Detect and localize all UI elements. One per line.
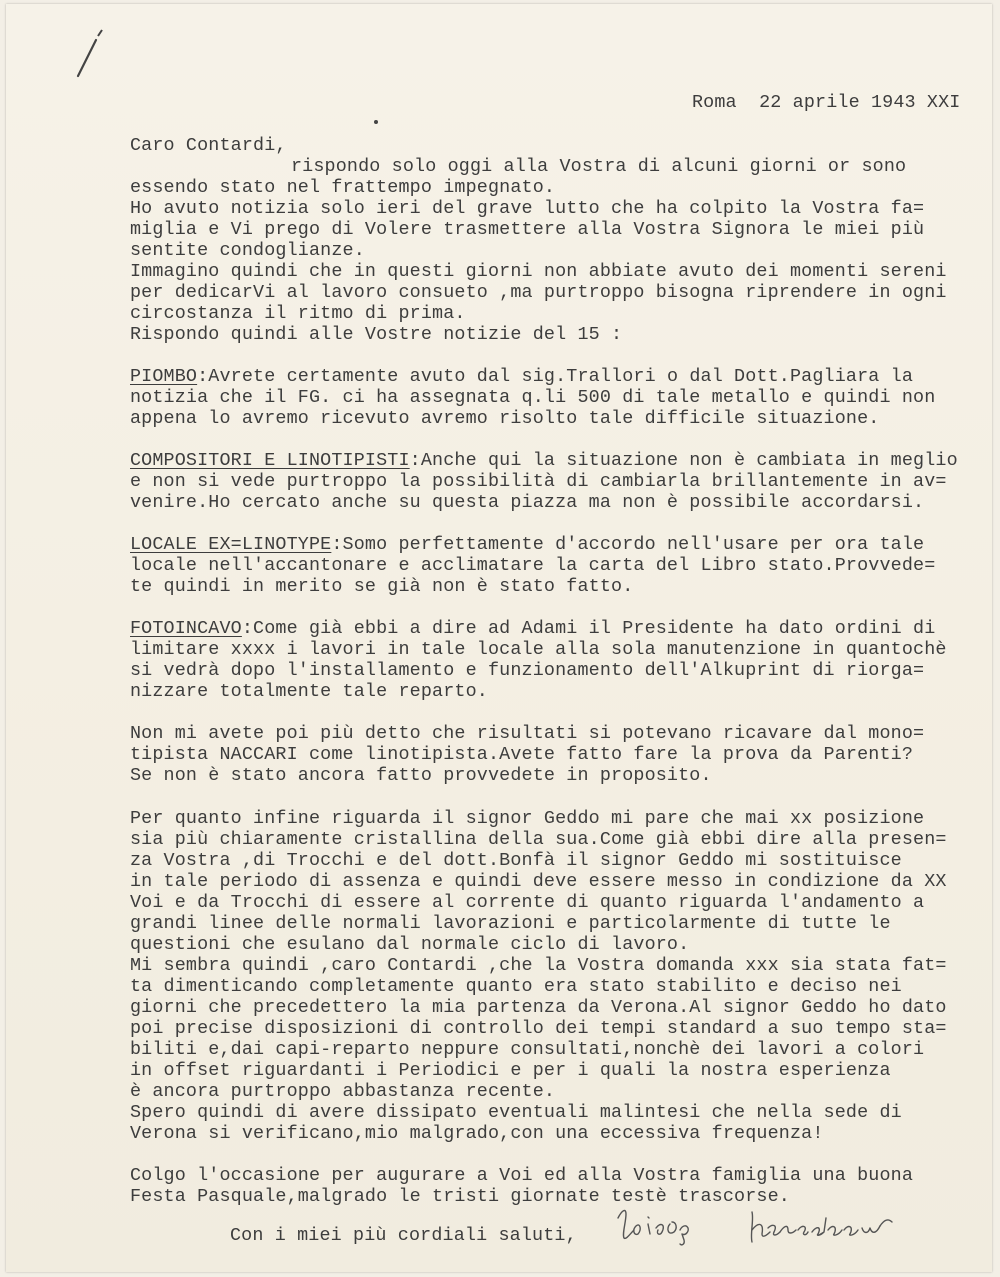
body-line: venire.Ho cercato anche su questa piazza ma non è possibile accordarsi. — [130, 492, 925, 513]
body-line: Ho avuto notizia solo ieri del grave lutto che ha colpito la Vostra fa= — [130, 198, 925, 219]
body-line: miglia e Vi prego di Volere trasmettere alla Vostra Signora le miei più — [130, 219, 925, 240]
body-line: per dedicarVi al lavoro consueto ,ma purtroppo bisogna riprendere in ogni — [130, 282, 947, 303]
body-text: :Anche qui la situazione non è cambiata in meglio — [409, 450, 958, 471]
body-line: Voi e da Trocchi di essere al corrente di quanto riguarda l'andamento a — [130, 892, 925, 913]
body-line: e non si vede purtroppo la possibilità di cambiarla brillantemente in av= — [130, 471, 947, 492]
body-line: poi precise disposizioni di controllo dei tempi standard a suo tempo sta= — [130, 1018, 947, 1039]
body-line: appena lo avremo ricevuto avremo risolto tale difficile situazione. — [130, 408, 880, 429]
body-line: limitare xxxx i lavori in tale locale alla sola manutenzione in quantochè — [130, 639, 947, 660]
closing: Con i miei più cordiali saluti, — [230, 1225, 577, 1246]
handwritten-signature — [612, 1200, 982, 1250]
body-line: Per quanto infine riguarda il signor Geddo mi pare che mai xx posizione — [130, 808, 925, 829]
section-fotoincavo-first-line — [130, 618, 935, 639]
body-line: è ancora purtroppo abbastanza recente. — [130, 1081, 556, 1102]
ink-dot — [374, 120, 378, 124]
body-line: sia più chiaramente cristallina della sua.Come già ebbi dire alla presen= — [130, 829, 947, 850]
salutation: Caro Contardi, — [130, 135, 287, 156]
body-line: Festa Pasquale,malgrado le tristi giornate testè trascorse. — [130, 1186, 790, 1207]
body-line: Verona si verificano,mio malgrado,con una eccessiva frequenza! — [130, 1123, 824, 1144]
body-line: notizia che il FG. ci ha assegnata q.li 500 di tale metallo e quindi non — [130, 387, 936, 408]
body-line: Non mi avete poi più detto che risultati si potevano ricavare dal mono= — [130, 723, 925, 744]
body-line: Spero quindi di avere dissipato eventuali malintesi che nella sede di — [130, 1102, 902, 1123]
body-line: Immagino quindi che in questi giorni non abbiate avuto dei momenti sereni — [130, 261, 947, 282]
body-line: za Vostra ,di Trocchi e del dott.Bonfà il signor Geddo mi sostituisce — [130, 850, 902, 871]
body-line: questioni che esulano dal normale ciclo di lavoro. — [130, 934, 690, 955]
body-text: :Come già ebbi a dire ad Adami il Presidente ha dato ordini di — [241, 618, 936, 639]
body-line: Mi sembra quindi ,caro Contardi ,che la Vostra domanda xxx sia stata fat= — [130, 955, 947, 976]
body-line: locale nell'accantonare e acclimatare la carta del Libro stato.Provvede= — [130, 555, 936, 576]
body-line: sentite condoglianze. — [130, 240, 365, 261]
body-line: in offset riguardanti i Periodici e per i quali la nostra esperienza — [130, 1060, 891, 1081]
body-line: te quindi in merito se già non è stato fatto. — [130, 576, 634, 597]
section-piombo-first-line — [130, 366, 913, 387]
body-line: circostanza il ritmo di prima. — [130, 303, 466, 324]
body-line: Se non è stato ancora fatto provvedete in proposito. — [130, 765, 712, 786]
body-line: tipista NACCARI come linotipista.Avete fatto fare la prova da Parenti? — [130, 744, 914, 765]
body-line: nizzare totalmente tale reparto. — [130, 681, 488, 702]
date-line: Roma 22 aprile 1943 XXI — [692, 92, 961, 113]
body-line: biliti e,dai capi-reparto neppure consultati,nonchè dei lavori a colori — [130, 1039, 925, 1060]
body-line: essendo stato nel frattempo impegnato. — [130, 177, 556, 198]
section-heading: PIOMBO — [130, 366, 198, 387]
body-line: rispondo solo oggi alla Vostra di alcuni giorni or sono — [291, 156, 907, 177]
section-compositori-first-line — [130, 450, 958, 471]
section-heading: COMPOSITORI E LINOTIPISTI — [130, 450, 410, 471]
body-line: in tale periodo di assenza e quindi deve essere messo in condizione da XX — [130, 871, 947, 892]
letter-page — [6, 4, 992, 1272]
section-locale-first-line — [130, 534, 924, 555]
body-line: grandi linee delle normali lavorazioni e particolarmente di tutte le — [130, 913, 891, 934]
section-heading: LOCALE EX=LINOTYPE — [130, 534, 332, 555]
body-line: Colgo l'occasione per augurare a Voi ed alla Vostra famiglia una buona — [130, 1165, 914, 1186]
section-heading: FOTOINCAVO — [130, 618, 242, 639]
body-line: Rispondo quindi alle Vostre notizie del 15 : — [130, 324, 623, 345]
body-text: :Avrete certamente avuto dal sig.Trallori o dal Dott.Pagliara la — [197, 366, 914, 387]
pencil-mark-icon — [72, 26, 112, 86]
body-line: si vedrà dopo l'installamento e funzionamento dell'Alkuprint di riorga= — [130, 660, 925, 681]
body-line: giorni che precedettero la mia partenza da Verona.Al signor Geddo ho dato — [130, 997, 947, 1018]
body-line: ta dimenticando completamente quanto era stato stabilito e deciso nei — [130, 976, 902, 997]
body-text: :Somo perfettamente d'accordo nell'usare per ora tale — [331, 534, 925, 555]
